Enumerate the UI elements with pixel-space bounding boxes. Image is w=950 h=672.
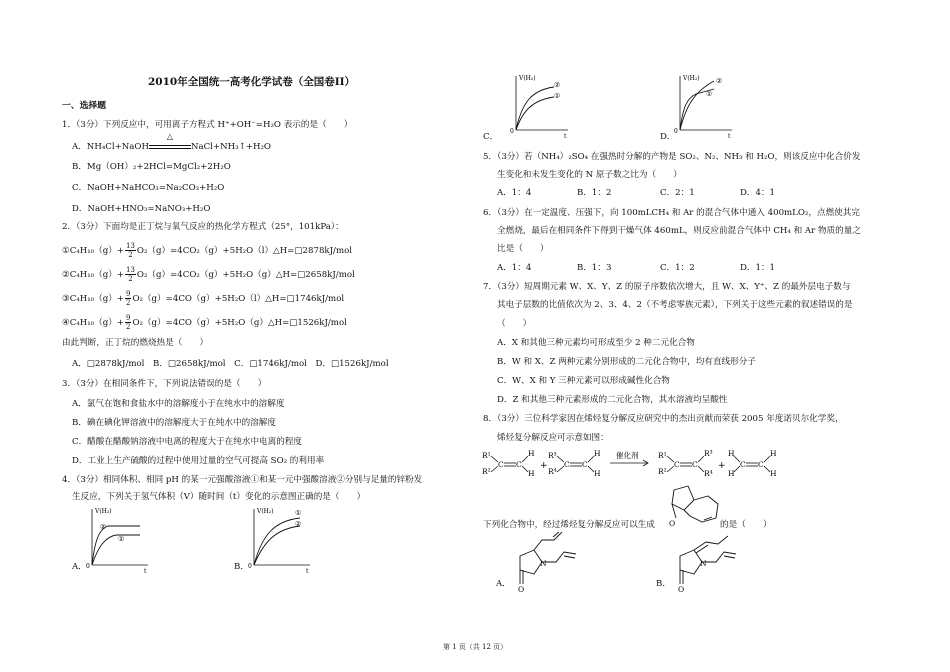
q6-option-b: B．1：3 bbox=[577, 263, 612, 273]
origin-label: 0 bbox=[248, 563, 252, 570]
y-axis-label: V(H₂) bbox=[683, 75, 700, 82]
svg-text:R³: R³ bbox=[704, 449, 713, 458]
q4-graph-d bbox=[670, 72, 736, 138]
q3-option-c: C．醋酸在醋酸钠溶液中电离的程度大于在纯水中电离的程度 bbox=[72, 437, 303, 447]
q6-option-a: A．1：4 bbox=[497, 263, 532, 273]
q3-stem: 3．（3分）在相同条件下，下列说法错误的是（ ） bbox=[62, 379, 267, 389]
q8-option-b-structure bbox=[666, 532, 746, 594]
carbonyl-oxygen: O bbox=[518, 585, 525, 594]
q7-stem-line2: 其电子层数的比值依次为 2、3、4、2（不考虑零族元素），下列关于这些元素的叙述错误的是 bbox=[497, 300, 853, 310]
svg-text:R⁴: R⁴ bbox=[548, 467, 557, 476]
equals-sign bbox=[149, 145, 191, 149]
q5-option-c: C．2：1 bbox=[660, 188, 695, 198]
svg-text:R²: R² bbox=[658, 467, 667, 476]
origin-label: 0 bbox=[674, 128, 678, 135]
svg-text:C: C bbox=[674, 460, 680, 469]
curve-2 bbox=[92, 526, 140, 565]
svg-text:H: H bbox=[770, 449, 777, 458]
q7-option-d: D．Z 和其他三种元素形成的二元化合物，其水溶液均呈酸性 bbox=[497, 395, 728, 405]
x-axis-label: t bbox=[144, 568, 147, 573]
curve-1 bbox=[516, 97, 554, 130]
curve-label-2: ② bbox=[295, 520, 302, 528]
q4-label-d: D． bbox=[660, 132, 676, 142]
svg-text:C: C bbox=[758, 460, 764, 469]
curve-label-1: ① bbox=[554, 92, 561, 100]
svg-text:C: C bbox=[564, 460, 570, 469]
q7-option-c: C．W、X 和 Y 三种元素可以形成碱性化合物 bbox=[497, 376, 670, 386]
q8-stem-line2: 烯烃复分解反应可示意如图： bbox=[497, 433, 609, 443]
q4-label-b: B． bbox=[234, 562, 249, 572]
q8-label-a: A． bbox=[496, 579, 511, 589]
carbonyl-oxygen: O bbox=[669, 519, 676, 528]
svg-text:R³: R³ bbox=[548, 451, 557, 460]
curve-label-1: ① bbox=[295, 509, 302, 517]
q5-option-b: B．1：2 bbox=[577, 188, 612, 198]
q8-option-a-structure bbox=[506, 532, 586, 594]
page-title: 2010年全国统一高考化学试卷（全国卷II） bbox=[148, 76, 356, 88]
q5-option-d: D．4：1 bbox=[740, 188, 776, 198]
svg-text:H: H bbox=[594, 469, 601, 478]
product-2 bbox=[728, 449, 777, 478]
q8-stem-line1: 8．（3分）三位科学家因在烯烃复分解反应研究中的杰出贡献而荣获 2005 年度诺贝尔化学奖， bbox=[483, 414, 844, 424]
curve-2 bbox=[516, 87, 554, 130]
q4-graph-b bbox=[244, 505, 314, 573]
curve-1 bbox=[254, 518, 300, 565]
q3-option-a: A．氯气在饱和食盐水中的溶解度小于在纯水中的溶解度 bbox=[72, 399, 285, 409]
catalyst-label: 催化剂 bbox=[616, 451, 639, 460]
heat-symbol: △ bbox=[166, 132, 174, 141]
origin-label: 0 bbox=[510, 128, 514, 135]
svg-text:H: H bbox=[770, 469, 777, 478]
q2-equation-1: ①C₄H₁₀（g）+ $\frac{13}{2}$ O₂（g）=4CO₂（g）+5H₂O（l）△H=□2878kJ/mol bbox=[62, 242, 353, 259]
reactant-1 bbox=[482, 449, 535, 478]
origin-label: 0 bbox=[86, 563, 90, 570]
curve-label-1: ① bbox=[118, 535, 125, 543]
q7-stem-line3: （ ） bbox=[497, 319, 532, 329]
q5-stem-line2: 生变化和未发生变化的 N 原子数之比为（ ） bbox=[497, 170, 682, 180]
q8-question-pre: 下列化合物中，经过烯烃复分解反应可以生成 bbox=[483, 520, 655, 530]
plus-sign: + bbox=[718, 461, 726, 471]
svg-text:R¹: R¹ bbox=[482, 451, 491, 460]
q4-stem-line2: 生反应，下列关于氢气体积（V）随时间（t）变化的示意图正确的是（ ） bbox=[72, 492, 366, 502]
carbonyl-oxygen: O bbox=[678, 585, 685, 594]
q2-equation-2: ②C₄H₁₀（g）+ $\frac{13}{2}$ O₂（g）=4CO₂（g）+5H₂O（g）△H=□2658kJ/mol bbox=[62, 266, 355, 283]
q4-stem-line1: 4．（3分）相同体积、相同 pH 的某一元强酸溶液①和某一元中强酸溶液②分别与足量的锌粉发 bbox=[62, 475, 423, 485]
q8-label-b: B． bbox=[656, 579, 671, 589]
q1-option-d: D．NaOH+HNO₃=NaNO₃+H₂O bbox=[72, 204, 211, 214]
curve-label-2: ② bbox=[716, 77, 723, 85]
q4-label-c: C． bbox=[483, 132, 499, 142]
q5-option-a: A．1：4 bbox=[497, 188, 532, 198]
svg-text:H: H bbox=[594, 449, 601, 458]
olefin-metathesis-scheme bbox=[478, 444, 818, 482]
nitrogen-atom: N bbox=[540, 559, 547, 568]
svg-text:H: H bbox=[528, 469, 535, 478]
section-heading: 一、选择题 bbox=[62, 101, 106, 111]
svg-text:H: H bbox=[728, 469, 735, 478]
q7-option-b: B．W 和 X、Z 两种元素分别形成的二元化合物中，均有直线形分子 bbox=[497, 357, 756, 367]
q5-stem-line1: 5．（3分）若（NH₄）₂SO₄ 在强热时分解的产物是 SO₂、N₂、NH₃ 和 H₂O，则该反应中化合价发 bbox=[483, 152, 861, 162]
q2-options: A．□2878kJ/mol B．□2658kJ/mol C．□1746kJ/mol D．□1526kJ/mol bbox=[72, 359, 389, 369]
nitrogen-atom: N bbox=[700, 559, 707, 568]
y-axis-label: V(H₂) bbox=[95, 508, 112, 515]
plus-sign: + bbox=[540, 461, 548, 471]
q1-option-c: C．NaOH+NaHCO₃=Na₂CO₃+H₂O bbox=[72, 183, 225, 193]
q4-label-a: A． bbox=[72, 562, 87, 572]
svg-text:R⁴: R⁴ bbox=[704, 469, 713, 478]
q2-stem: 2．（3分）下面均是正丁烷与氧气反应的热化学方程式（25°，101kPa）： bbox=[62, 222, 344, 232]
svg-text:R²: R² bbox=[482, 467, 491, 476]
q6-option-c: C．1：2 bbox=[660, 263, 695, 273]
svg-text:H: H bbox=[528, 449, 535, 458]
reactant-2 bbox=[548, 449, 601, 478]
curve-label-2: ② bbox=[100, 523, 107, 531]
y-axis-label: V(H₂) bbox=[257, 508, 274, 515]
q2-equation-3: ③C₄H₁₀（g）+ $\frac{9}{2}$ O₂（g）=4CO（g）+5H₂O（l）△H=□1746kJ/mol bbox=[62, 290, 345, 307]
q3-option-b: B．碘在碘化钾溶液中的溶解度大于在纯水中的溶解度 bbox=[72, 418, 276, 428]
x-axis-label: t bbox=[306, 568, 309, 573]
curve-1 bbox=[92, 535, 140, 565]
curve-label-2: ② bbox=[554, 81, 561, 89]
svg-text:C: C bbox=[582, 460, 588, 469]
q8-question-post: 的是（ ） bbox=[720, 520, 772, 530]
q1-option-b: B．Mg（OH）₂+2HCl=MgCl₂+2H₂O bbox=[72, 162, 231, 172]
product-1 bbox=[658, 449, 713, 478]
svg-text:C: C bbox=[498, 460, 504, 469]
q4-graph-a bbox=[82, 505, 152, 573]
svg-text:C: C bbox=[516, 460, 522, 469]
x-axis-label: t bbox=[728, 133, 731, 138]
q6-stem-line1: 6．（3分）在一定温度、压强下，向 100mLCH₄ 和 Ar 的混合气体中通入 400mLO₂，点燃使其完 bbox=[483, 208, 860, 218]
q7-option-a: A．X 和其他三种元素均可形成至少 2 种二元化合物 bbox=[497, 338, 695, 348]
q1-stem: 1．（3分）下列反应中，可用离子方程式 H⁺+OH⁻=H₂O 表示的是（ ） bbox=[62, 120, 353, 130]
y-axis-label: V(H₂) bbox=[519, 75, 536, 82]
svg-text:C: C bbox=[740, 460, 746, 469]
q6-stem-line2: 全燃烧，最后在相同条件下得到干燥气体 460mL，则反应前混合气体中 CH₄ 和 Ar 物质的量之 bbox=[497, 226, 861, 236]
q6-stem-line3: 比是（ ） bbox=[497, 244, 549, 254]
curve-label-1: ① bbox=[706, 90, 713, 98]
x-axis-label: t bbox=[564, 133, 567, 138]
q3-option-d: D．工业上生产硫酸的过程中使用过量的空气可提高 SO₂ 的利用率 bbox=[72, 456, 325, 466]
svg-text:H: H bbox=[728, 449, 735, 458]
svg-text:R¹: R¹ bbox=[658, 451, 667, 460]
q1-option-a: A．NH₄Cl+NaOH △ NaCl+NH₃↑+H₂O bbox=[72, 132, 271, 152]
page-footer: 第 1 页（共 12 页） bbox=[442, 643, 508, 651]
svg-text:C: C bbox=[692, 460, 698, 469]
q6-option-d: D．1：1 bbox=[740, 263, 776, 273]
q7-stem-line1: 7．（3分）短周期元素 W、X、Y、Z 的原子序数依次增大，且 W、X、Y⁺、Z 的最外层电子数与 bbox=[483, 282, 851, 292]
q2-equation-4: ④C₄H₁₀（g）+ $\frac{9}{2}$ O₂（g）=4CO（g）+5H₂O（g）△H=□1526kJ/mol bbox=[62, 314, 347, 331]
q2-conclusion: 由此判断，正丁烷的燃烧热是（ ） bbox=[62, 338, 209, 348]
q4-graph-c bbox=[506, 72, 572, 138]
